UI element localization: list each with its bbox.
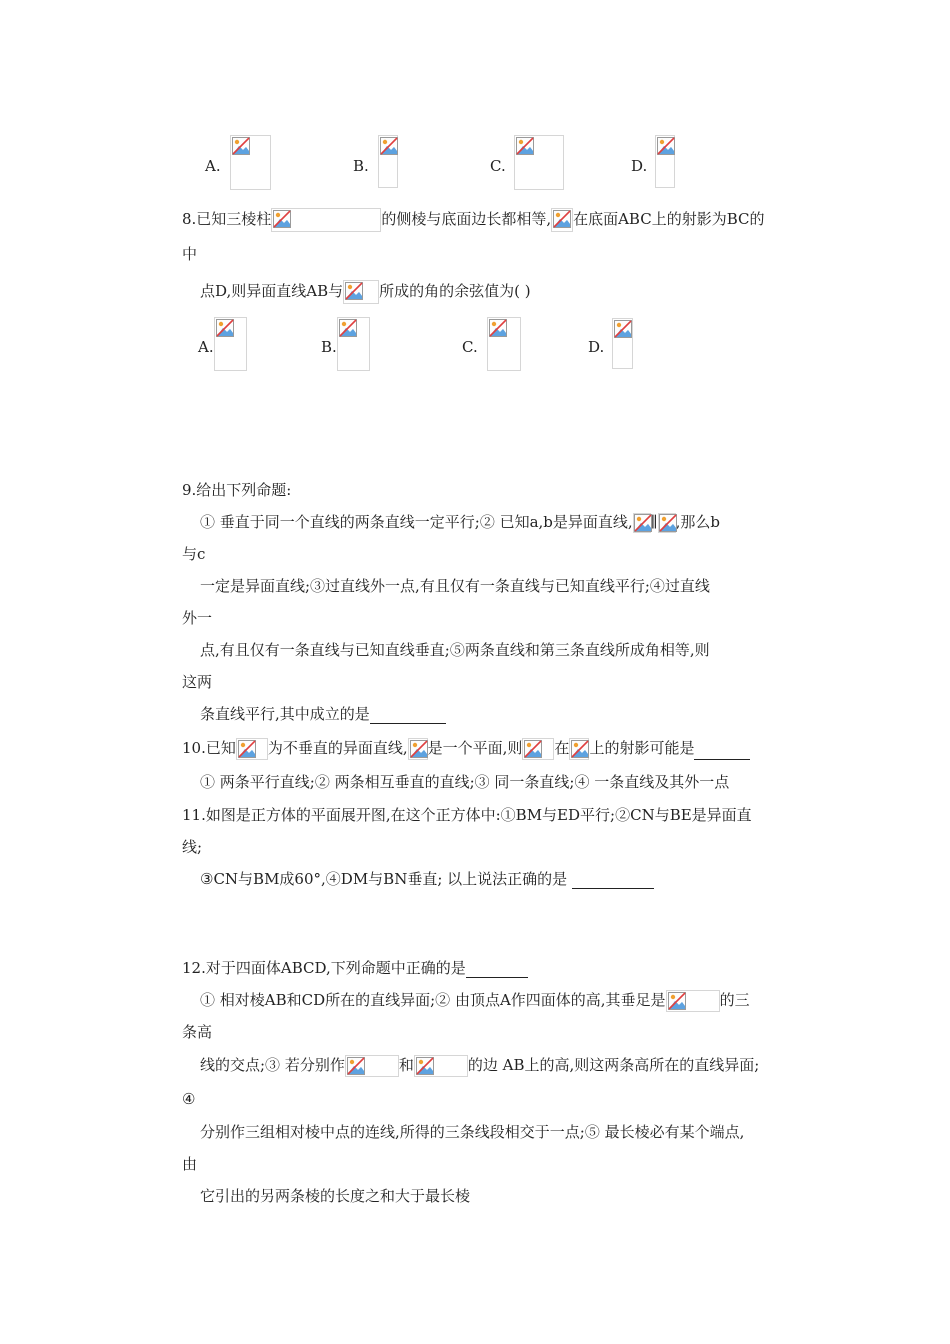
broken-image-icon [614,320,632,338]
q11-line-1: 11.如图是正方体的平面展开图,在这个正方体中:①BM与ED平行;②CN与BE是异面直 [182,806,752,824]
q7-option-d: D. [631,157,648,175]
lines-ab-image-2 [522,738,554,760]
q9-line-3: 一定是异面直线;③过直线外一点,有且仅有一条直线与已知直线平行;④过直线 [200,577,710,595]
q8-option-d: D. [588,338,605,356]
q12-line-8: 它引出的另两条棱的长度之和大于最长棱 [200,1187,471,1205]
q7-option-d-image [655,135,675,188]
triangle-abd-image [414,1055,468,1077]
broken-image-icon [238,740,256,758]
q12-line-4: 线的交点;③ 若分别作 和 的边 AB上的高,则这两条高所在的直线异面; [200,1055,759,1077]
q7-option-a-image [230,135,271,190]
broken-image-icon [380,137,398,155]
q9-line-7: 条直线平行,其中成立的是 [200,704,446,724]
q9-line-5: 点,有且仅有一条直线与已知直线垂直;⑤两条直线和第三条直线所成角相等,则 [200,641,710,659]
q8-option-a-image [214,317,247,371]
point-image [551,208,573,232]
q7-option-b: B. [353,157,369,175]
q9-line-6: 这两 [182,673,213,691]
q10-line-1: 10.已知 为不垂直的异面直线, 是一个平面,则 在 上的射影可能是 [182,738,750,760]
plane-image [408,738,428,760]
broken-image-icon [634,514,652,532]
broken-image-icon [347,1057,365,1075]
broken-image-icon [524,740,542,758]
q12-line-2: ① 相对棱AB和CD所在的直线异面;② 由顶点A作四面体的高,其垂足是 的三 [200,990,750,1012]
segment-image [343,280,379,304]
q8-line-1: 8.已知三棱柱 的侧棱与底面边长都相等, 在底面ABC上的射影为BC的 [182,208,764,232]
line-c-image [658,513,676,533]
q12-line-3: 条高 [182,1023,213,1041]
q11-line-3: ③CN与BM成60°,④DM与BN垂直; 以上说法正确的是 [200,869,654,889]
q12-line-7: 由 [182,1155,198,1173]
broken-image-icon [659,514,677,532]
broken-image-icon [657,137,675,155]
q9-line-4: 外一 [182,609,213,627]
broken-image-icon [571,740,589,758]
q8-line-3: 点D,则异面直线AB与 所成的角的余弦值为( ) [200,280,531,304]
broken-image-icon [273,210,291,228]
q12-line-5: ④ [182,1090,196,1108]
broken-image-icon [345,282,363,300]
triangle-bcd-image [666,990,720,1012]
q11-answer-blank[interactable] [572,872,654,889]
q9-line-1: ① 垂直于同一个直线的两条直线一定平行;② 已知a,b是异面直线, ∥ ,那么b [200,513,720,531]
q12-line-6: 分别作三组相对棱中点的连线,所得的三条线段相交于一点;⑤ 最长棱必有某个端点, [200,1123,745,1141]
q9-answer-blank[interactable] [370,707,446,724]
q9-title: 9.给出下列命题: [182,481,292,499]
q7-option-a: A. [205,157,221,175]
prism-formula-image [271,208,381,232]
q8-option-b-image [337,317,370,371]
broken-image-icon [410,740,428,758]
q9-line-2: 与c [182,545,206,563]
broken-image-icon [232,137,250,155]
broken-image-icon [489,319,507,337]
q8-option-b: B. [321,338,337,356]
q8-option-c-image [487,317,521,371]
broken-image-icon [553,210,571,228]
q10-line-2: ① 两条平行直线;② 两条相互垂直的直线;③ 同一条直线;④ 一条直线及其外一点 [200,773,730,791]
q10-answer-blank[interactable] [694,743,750,760]
q8-option-d-image [612,318,633,369]
q7-option-b-image [378,135,398,188]
q7-option-c-image [514,135,564,190]
triangle-abc-image [345,1055,399,1077]
q11-line-2: 线; [182,838,203,856]
q12-answer-blank[interactable] [466,961,528,978]
q12-line-1: 12.对于四面体ABCD,下列命题中正确的是 [182,958,528,978]
q8-option-c: C. [462,338,478,356]
broken-image-icon [516,137,534,155]
broken-image-icon [416,1057,434,1075]
lines-ab-image [236,738,268,760]
broken-image-icon [339,319,357,337]
line-a-image [633,513,651,533]
q7-option-c: C. [490,157,506,175]
broken-image-icon [668,992,686,1010]
q8-option-a: A. [198,338,214,356]
q8-line-2: 中 [182,245,198,263]
broken-image-icon [216,319,234,337]
plane-image-2 [569,738,589,760]
